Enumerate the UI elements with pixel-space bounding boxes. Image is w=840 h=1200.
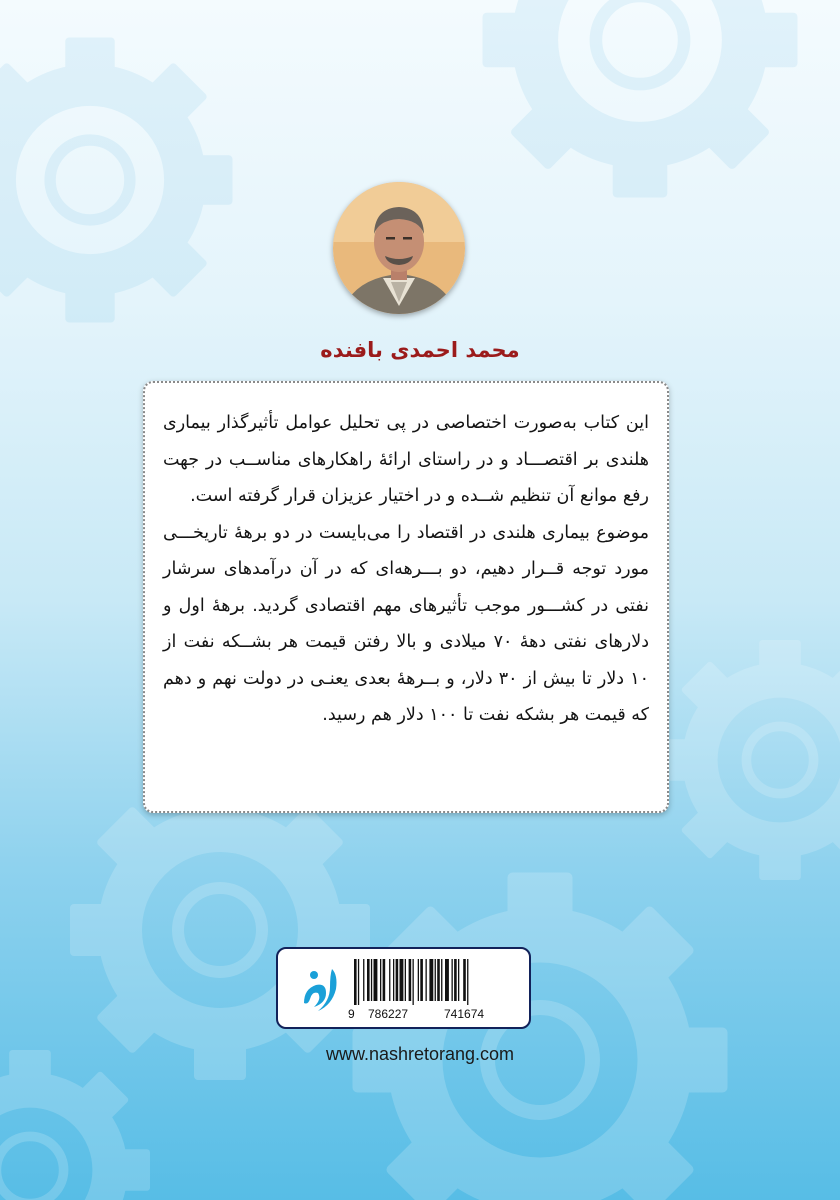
barcode-bar xyxy=(389,959,390,1001)
barcode-bar xyxy=(374,959,378,1001)
barcode-bar xyxy=(445,959,449,1001)
isbn-number xyxy=(348,1007,520,1023)
barcode-bar xyxy=(371,959,372,1001)
barcode-bar xyxy=(358,959,359,1005)
blurb-paragraph-1: این کتاب به‌صورت اختصاصی در پی تحلیل عوامل تأثیرگذار بیماری هلندی بر اقتصـــاد و در راستای ارائهٔ راهکارهای مناســب در جهت رفع موانع آن تنظیم شــده و در اختیار عزیزان قرار گرفته است. xyxy=(163,413,649,506)
barcode-bar xyxy=(420,959,423,1001)
barcode-bar xyxy=(429,959,433,1001)
barcode-bar xyxy=(354,959,357,1005)
barcode-bar xyxy=(452,959,453,1001)
barcode-bar xyxy=(467,959,468,1005)
barcode-bar xyxy=(426,959,427,1001)
barcode-bar xyxy=(418,959,419,1001)
isbn-digit-group-3: 741674 xyxy=(444,1007,485,1021)
barcode-bar xyxy=(463,959,466,1001)
barcode-bar xyxy=(413,959,414,1005)
author-name: محمد احمدی بافنده xyxy=(320,338,520,362)
publisher-logo-icon xyxy=(292,961,346,1017)
barcode-bar xyxy=(380,959,381,1001)
barcode-bar xyxy=(393,959,394,1001)
blurb-box xyxy=(143,381,669,813)
author-photo xyxy=(333,182,465,314)
isbn-digit-group-2: 786227 xyxy=(368,1007,409,1021)
barcode-bar xyxy=(405,959,406,1001)
barcode-bar xyxy=(458,959,459,1001)
isbn-digit-group-1: 9 xyxy=(348,1007,355,1021)
barcode-bar xyxy=(383,959,386,1001)
publisher-website: www.nashretorang.com xyxy=(325,1044,515,1064)
barcode-bar xyxy=(441,959,442,1001)
barcode-bar xyxy=(396,959,399,1001)
barcode-box xyxy=(276,947,531,1029)
barcode-bar xyxy=(454,959,457,1001)
isbn-barcode xyxy=(352,959,512,1005)
barcode-bar xyxy=(363,959,364,1001)
barcode-bar xyxy=(400,959,404,1001)
barcode-bar xyxy=(409,959,412,1001)
blurb-paragraph-2: موضوع بیماری هلندی در اقتصاد را می‌بایست در دو برههٔ تاریخـــی مورد توجه قــرار دهیم، دو بـــرهه‌ای که در آن درآمدهای سرشار نفتی در کشـــور موجب تأثیرهای مهم اقتصادی گردید. برههٔ اول و دلارهای نفتی دههٔ ۷۰ میلادی و بالا رفتن قیمت هر بشــکه نفت از ۱۰ دلار تا بیش از ۳۰ دلار، و بــرههٔ بعدی یعنـی در دولت نهم و دهم که قیمت هر بشکه نفت تا ۱۰۰ دلار هم رسید. xyxy=(163,522,649,725)
barcode-bar xyxy=(367,959,370,1001)
author-portrait-image xyxy=(333,182,465,314)
barcode-bar xyxy=(437,959,440,1001)
barcode-bar xyxy=(435,959,436,1001)
